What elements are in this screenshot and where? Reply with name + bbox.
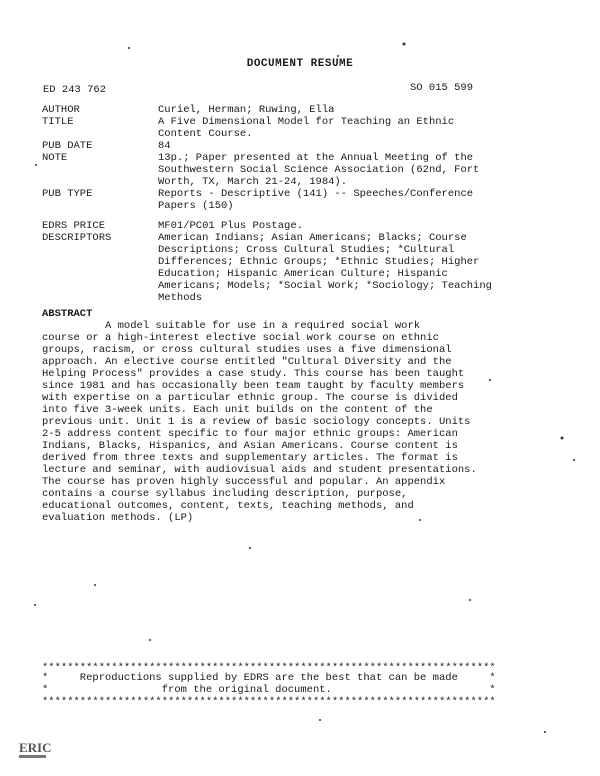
document-title: DOCUMENT RESUME	[246, 58, 354, 70]
abstract-line: since 1981 and has occasionally been team taught by faculty members	[42, 380, 465, 392]
reproduction-line: * Reproductions supplied by EDRS are the best that can be made *	[42, 672, 496, 684]
abstract-line: Helping Process" provides a case study. This course has been taught	[42, 368, 465, 380]
field-label-edrs-price: EDRS PRICE	[42, 220, 106, 232]
field-line: Education; Hispanic American Culture; Hispanic	[158, 268, 448, 280]
field-line: Reports - Descriptive (141) -- Speeches/Conference	[158, 188, 474, 200]
abstract-line: educational outcomes, content, texts, teaching methods, and	[42, 500, 414, 512]
field-label-pub-type: PUB TYPE	[42, 188, 93, 200]
field-line: 13p.; Paper presented at the Annual Meeting of the	[158, 152, 474, 164]
eric-logo-icon	[18, 738, 52, 762]
ed-number: ED 243 762	[43, 84, 107, 96]
field-value-note	[158, 152, 528, 188]
field-label-title: TITLE	[42, 116, 74, 128]
abstract-line: lecture and seminar, with audiovisual aids and student presentations.	[42, 464, 477, 476]
abstract-line: approach. An elective course entitled "Cultural Diversity and the	[42, 356, 452, 368]
stars-border-top: ************************************************************************	[42, 662, 496, 674]
abstract-body	[42, 320, 542, 524]
field-label-author: AUTHOR	[42, 104, 80, 116]
abstract-line: A model suitable for use in a required social work	[42, 320, 421, 332]
field-label-pub-date: PUB DATE	[42, 140, 93, 152]
field-line: Papers (150)	[158, 200, 234, 212]
field-value-edrs-price	[158, 220, 528, 232]
so-number: SO 015 599	[410, 82, 474, 94]
abstract-line: with expertise on a particular ethnic group. The course is divided	[42, 392, 458, 404]
field-value-pub-type	[158, 188, 528, 212]
field-line: Methods	[158, 292, 203, 304]
field-line: A Five Dimensional Model for Teaching an Ethnic	[158, 116, 455, 128]
field-line: Content Course.	[158, 128, 253, 140]
field-value-title	[158, 116, 528, 140]
field-value-descriptors	[158, 232, 528, 304]
abstract-label: ABSTRACT	[42, 308, 93, 320]
field-line: American Indians; Asian Americans; Blacks; Course	[158, 232, 467, 244]
svg-text:ERIC: ERIC	[19, 740, 52, 755]
field-line: Southwestern Social Science Association (62nd, Fort	[158, 164, 480, 176]
abstract-line: course or a high-interest elective social work course on ethnic	[42, 332, 439, 344]
field-line: Descriptions; Cross Cultural Studies; *Cultural	[158, 244, 455, 256]
reproduction-line: * from the original document. *	[42, 684, 496, 696]
field-line: Differences; Ethnic Groups; *Ethnic Studies; Higher	[158, 256, 480, 268]
field-line: Americans; Models; *Social Work; *Sociology; Teaching	[158, 280, 492, 292]
field-label-descriptors: DESCRIPTORS	[42, 232, 112, 244]
stars-border-bottom: ************************************************************************	[42, 696, 496, 708]
abstract-line: Indians, Blacks, Hispanics, and Asian Americans. Course content is	[42, 440, 458, 452]
field-label-note: NOTE	[42, 152, 68, 164]
abstract-line: 2-5 address content specific to four major ethnic groups: American	[42, 428, 458, 440]
field-value-author	[158, 104, 528, 116]
abstract-line: contains a course syllabus including description, purpose,	[42, 488, 408, 500]
field-line: Worth, TX, March 21-24, 1984).	[158, 176, 348, 188]
abstract-line: derived from three texts and supplementary articles. The format is	[42, 452, 458, 464]
abstract-line: into five 3-week units. Each unit builds on the content of the	[42, 404, 433, 416]
reproduction-notice	[42, 672, 550, 696]
abstract-line: The course has proven highly successful and popular. An appendix	[42, 476, 446, 488]
field-line: MF01/PC01 Plus Postage.	[158, 220, 303, 232]
field-line: 84	[158, 140, 171, 152]
field-value-pub-date	[158, 140, 528, 152]
abstract-line: evaluation methods. (LP)	[42, 512, 194, 524]
abstract-line: previous unit. Unit 1 is a review of basic sociology concepts. Units	[42, 416, 471, 428]
field-line: Curiel, Herman; Ruwing, Ella	[158, 104, 335, 116]
abstract-line: groups, racism, or cross cultural studies uses a five dimensional	[42, 344, 452, 356]
